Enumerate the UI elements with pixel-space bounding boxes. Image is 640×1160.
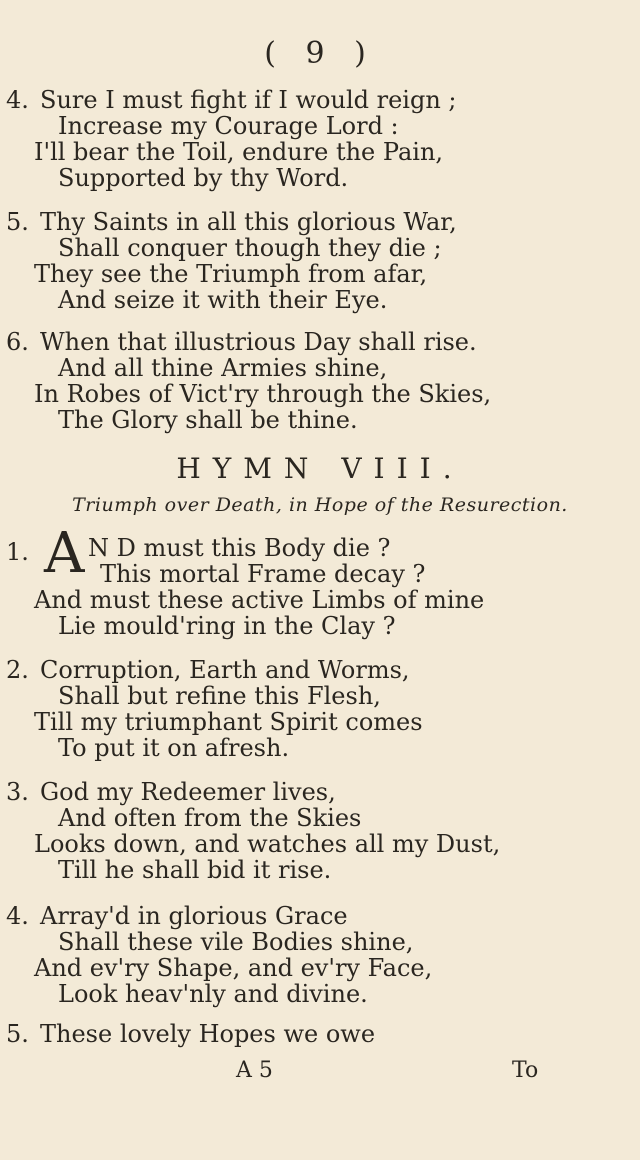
verse-line: Thy Saints in all this glorious War, (40, 208, 457, 236)
verse-line: And must these active Limbs of mine (34, 586, 485, 614)
verse-line: Shall conquer though they die ; (58, 234, 442, 262)
stanza-number: 5. (6, 1020, 29, 1048)
verse-line: N D must this Body die ? (88, 534, 391, 562)
verse-line: Till my triumphant Spirit comes (34, 708, 423, 736)
verse-line: Shall but refine this Flesh, (58, 682, 381, 710)
stanza-number: 6. (6, 328, 29, 356)
stanza-number: 4. (6, 902, 29, 930)
verse-line: Increase my Courage Lord : (58, 112, 399, 140)
verse-line: Corruption, Earth and Worms, (40, 656, 410, 684)
verse-line: And seize it with their Eye. (58, 286, 388, 314)
stanza-number: 5. (6, 208, 29, 236)
verse-line: Looks down, and watches all my Dust, (34, 830, 501, 858)
verse-line: Till he shall bid it rise. (58, 856, 332, 884)
verse-line: The Glory shall be thine. (58, 406, 358, 434)
hymn-subtitle: Triumph over Death, in Hope of the Resurection. (72, 494, 568, 516)
verse-line: Look heav'nly and divine. (58, 980, 368, 1008)
verse-line: Array'd in glorious Grace (40, 902, 348, 930)
verse-line: God my Redeemer lives, (40, 778, 336, 806)
catchword: To (512, 1058, 539, 1083)
signature-mark: A 5 (236, 1058, 273, 1083)
verse-line: I'll bear the Toil, endure the Pain, (34, 138, 444, 166)
drop-cap: A (44, 521, 85, 586)
verse-line: They see the Triumph from afar, (34, 260, 428, 288)
verse-line: To put it on afresh. (58, 734, 290, 762)
stanza-number: 3. (6, 778, 29, 806)
verse-line: When that illustrious Day shall rise. (40, 328, 477, 356)
verse-line: Lie mould'ring in the Clay ? (58, 612, 396, 640)
hymn-title: HYMN VIII. (176, 452, 464, 485)
page-number-header: ( 9 ) (264, 36, 376, 71)
verse-line: This mortal Frame decay ? (100, 560, 426, 588)
verse-line: In Robes of Vict'ry through the Skies, (34, 380, 492, 408)
stanza-number: 4. (6, 86, 29, 114)
verse-line: And often from the Skies (58, 804, 362, 832)
verse-line: And all thine Armies shine, (58, 354, 388, 382)
verse-line: Sure I must fight if I would reign ; (40, 86, 457, 114)
verse-line: Supported by thy Word. (58, 164, 349, 192)
stanza-number: 1. (6, 538, 29, 566)
verse-line: These lovely Hopes we owe (40, 1020, 376, 1048)
stanza-number: 2. (6, 656, 29, 684)
verse-line: And ev'ry Shape, and ev'ry Face, (34, 954, 433, 982)
verse-line: Shall these vile Bodies shine, (58, 928, 414, 956)
